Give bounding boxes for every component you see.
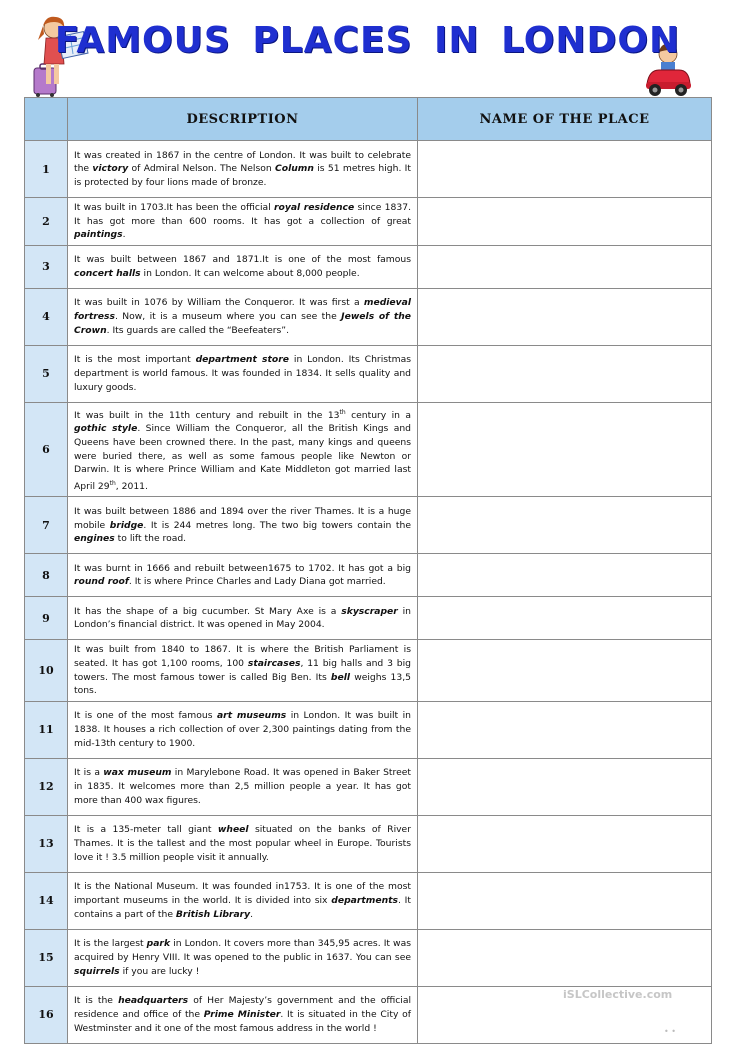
description-cell xyxy=(68,402,418,497)
description-text: It has the shape of a big cucumber. St Mary Axe is a xyxy=(74,605,342,617)
key-term: wheel xyxy=(217,824,249,836)
table-row xyxy=(25,288,712,345)
description-text: in London. It can welcome about 8,000 people. xyxy=(140,267,360,279)
description-text: It is a xyxy=(74,767,104,779)
row-number: 3 xyxy=(25,245,68,288)
place-name-answer-field[interactable] xyxy=(418,402,712,497)
description-cell xyxy=(68,815,418,872)
description-text: . It is situated in the City of Westminster and it one of the most famous address in the world ! xyxy=(74,1009,412,1034)
row-number: 11 xyxy=(25,701,68,758)
row-number: 8 xyxy=(25,554,68,597)
description-text: It was built in 1076 by William the Conqueror. It was first a xyxy=(74,297,364,309)
description-text: It was built from 1840 to 1867. It is where the British Parliament is seated. It has got 1,100 rooms, 100 xyxy=(74,644,411,670)
key-term: bell xyxy=(330,671,351,683)
description-text: . Since William the Conqueror, all the British Kings and Queens have been crowned there. In the past, many kings and queens were buried there, as well as some famous people like Newton or Darwin. It is where Prince William and Kate Middleton got married last April 29 xyxy=(74,423,411,492)
description-text: since 1837. It has got more than 600 rooms. It has got a collection of great xyxy=(74,202,411,227)
place-name-answer-field[interactable] xyxy=(418,872,712,929)
key-term: paintings xyxy=(74,229,123,241)
key-term: staircases xyxy=(247,658,301,670)
table-row xyxy=(25,198,712,246)
table-row xyxy=(25,554,712,597)
place-name-answer-field[interactable] xyxy=(418,245,712,288)
description-text: situated on the banks of River Thames. It is the tallest and the most popular wheel in Europe. Tourists love it ! 3.5 million people visit it annually. xyxy=(74,824,411,863)
description-header: DESCRIPTION xyxy=(68,98,418,141)
description-cell xyxy=(68,245,418,288)
watermark: iSLCollective.com xyxy=(563,988,673,1001)
description-cell xyxy=(68,640,418,701)
place-name-answer-field[interactable] xyxy=(418,701,712,758)
table-row xyxy=(25,141,712,198)
table-row xyxy=(25,640,712,701)
description-text: It was built between 1867 and 1871.It is one of the most famous xyxy=(74,254,411,266)
description-text: It was built in the 11th century and rebuilt in the 13 xyxy=(74,409,340,421)
key-term: wax museum xyxy=(103,767,172,779)
key-term: department store xyxy=(195,354,289,366)
description-text: It is the largest xyxy=(74,938,147,950)
key-term: gothic style xyxy=(74,423,138,435)
key-term: round roof xyxy=(74,576,129,588)
table-row xyxy=(25,758,712,815)
key-term: medieval fortress xyxy=(74,297,411,322)
key-term: Column xyxy=(275,163,314,175)
description-cell xyxy=(68,701,418,758)
table-row xyxy=(25,872,712,929)
ordinal-suffix: th xyxy=(109,479,116,487)
footer-dots: • • xyxy=(664,1027,676,1036)
key-term: departments xyxy=(331,895,398,907)
place-name-answer-field[interactable] xyxy=(418,288,712,345)
key-term: British Library xyxy=(175,908,251,920)
place-name-answer-field[interactable] xyxy=(418,815,712,872)
key-term: Prime Minister xyxy=(203,1009,281,1021)
description-text: is 51 metres high. It is protected by four lions made of bronze. xyxy=(74,163,411,188)
row-number: 14 xyxy=(25,872,68,929)
description-text: . It is where Prince Charles and Lady Diana got married. xyxy=(128,576,386,588)
place-name-answer-field[interactable] xyxy=(418,345,712,402)
key-term: victory xyxy=(92,163,129,175)
key-term: skyscraper xyxy=(341,605,398,617)
table-header-row xyxy=(25,98,712,141)
description-text: to lift the road. xyxy=(114,533,187,545)
table-row xyxy=(25,345,712,402)
key-term: bridge xyxy=(109,519,144,531)
description-cell xyxy=(68,597,418,640)
description-text: in London. It was built in 1838. It houses a rich collection of over 2,300 paintings dating from the mid-13th century to 1900. xyxy=(74,710,411,749)
row-number: 10 xyxy=(25,640,68,701)
description-cell xyxy=(68,141,418,198)
description-text: . xyxy=(122,229,126,241)
description-cell xyxy=(68,198,418,246)
key-term: squirrels xyxy=(74,965,120,977)
place-name-header: NAME OF THE PLACE xyxy=(418,98,712,141)
row-number: 12 xyxy=(25,758,68,815)
description-text: It is a 135-meter tall giant xyxy=(74,824,218,836)
row-number: 5 xyxy=(25,345,68,402)
description-text: It is the xyxy=(74,995,119,1007)
description-text: in London. Its Christmas department is world famous. It was founded in 1834. It sells quality and luxury goods. xyxy=(74,354,411,393)
place-name-answer-field[interactable] xyxy=(418,554,712,597)
number-header xyxy=(25,98,68,141)
row-number: 16 xyxy=(25,986,68,1043)
place-name-answer-field[interactable] xyxy=(418,597,712,640)
description-cell xyxy=(68,872,418,929)
description-text: It is the National Museum. It was founded in1753. It is one of the most important museums in the world. It is divided into six xyxy=(74,881,411,907)
description-cell xyxy=(68,986,418,1043)
description-text: . It contains a part of the xyxy=(74,895,411,920)
description-cell xyxy=(68,497,418,554)
row-number: 1 xyxy=(25,141,68,198)
key-term: royal residence xyxy=(274,202,355,213)
description-text: It was burnt in 1666 and rebuilt between1675 to 1702. It has got a big xyxy=(74,562,411,574)
description-text: if you are lucky ! xyxy=(119,965,200,977)
description-cell xyxy=(68,554,418,597)
row-number: 4 xyxy=(25,288,68,345)
place-name-answer-field[interactable] xyxy=(418,640,712,701)
key-term: engines xyxy=(74,533,115,545)
description-text: in London. It covers more than 345,95 acres. It was acquired by Henry VIII. It was opened to the public in 1637. You can see xyxy=(74,938,411,964)
description-cell xyxy=(68,758,418,815)
row-number: 6 xyxy=(25,402,68,497)
key-term: headquarters xyxy=(118,995,189,1007)
description-text: It is the most important xyxy=(74,354,196,366)
table-row xyxy=(25,701,712,758)
description-cell xyxy=(68,345,418,402)
key-term: concert halls xyxy=(74,267,141,279)
table-row xyxy=(25,497,712,554)
key-term: art museums xyxy=(216,710,287,722)
place-name-answer-field[interactable] xyxy=(418,497,712,554)
row-number: 15 xyxy=(25,929,68,986)
place-name-answer-field[interactable] xyxy=(418,758,712,815)
table-row xyxy=(25,402,712,497)
table-row xyxy=(25,597,712,640)
page-title: FAMOUS PLACES IN LONDON xyxy=(54,20,681,61)
description-text: . Now, it is a museum where you can see the xyxy=(114,310,342,322)
description-text: weighs 13,5 tons. xyxy=(74,671,411,697)
key-term: Jewels of the Crown xyxy=(74,310,412,336)
place-name-answer-field[interactable] xyxy=(418,929,712,986)
description-text: of Her Majesty’s government and the official residence and office of the xyxy=(74,995,411,1021)
row-number: 13 xyxy=(25,815,68,872)
description-text: . Its guards are called the “Beefeaters”. xyxy=(106,324,289,336)
description-text: It was built between 1886 and 1894 over the river Thames. It is a huge mobile xyxy=(74,506,411,531)
description-text: It is one of the most famous xyxy=(74,710,217,722)
row-number: 7 xyxy=(25,497,68,554)
description-text: century in a xyxy=(345,409,411,421)
key-term: park xyxy=(146,938,171,950)
description-text: . It is 244 metres long. The two big towers contain the xyxy=(143,519,411,531)
description-text: in London’s financial district. It was opened in May 2004. xyxy=(74,605,412,631)
description-text: It was built in 1703.It has been the official xyxy=(74,202,274,213)
description-text: . xyxy=(250,908,254,920)
description-text: It was created in 1867 in the centre of London. It was built to celebrate the xyxy=(74,149,411,175)
row-number: 2 xyxy=(25,198,68,246)
places-table xyxy=(24,97,712,1044)
place-name-answer-field[interactable] xyxy=(418,198,712,246)
description-text: , 2011. xyxy=(115,480,148,492)
table-row xyxy=(25,815,712,872)
description-text: in Marylebone Road. It was opened in Baker Street in 1835. It welcomes more than 2,5 million people a year. It has got more than 400 wax figures. xyxy=(74,767,411,806)
table-row xyxy=(25,245,712,288)
description-cell xyxy=(68,929,418,986)
place-name-answer-field[interactable] xyxy=(418,141,712,198)
row-number: 9 xyxy=(25,597,68,640)
description-text: of Admiral Nelson. The Nelson xyxy=(128,163,276,175)
table-row xyxy=(25,929,712,986)
description-cell xyxy=(68,288,418,345)
ordinal-suffix: th xyxy=(339,408,346,416)
description-text: , 11 big halls and 3 big towers. The most famous tower is called Big Ben. Its xyxy=(74,658,411,683)
